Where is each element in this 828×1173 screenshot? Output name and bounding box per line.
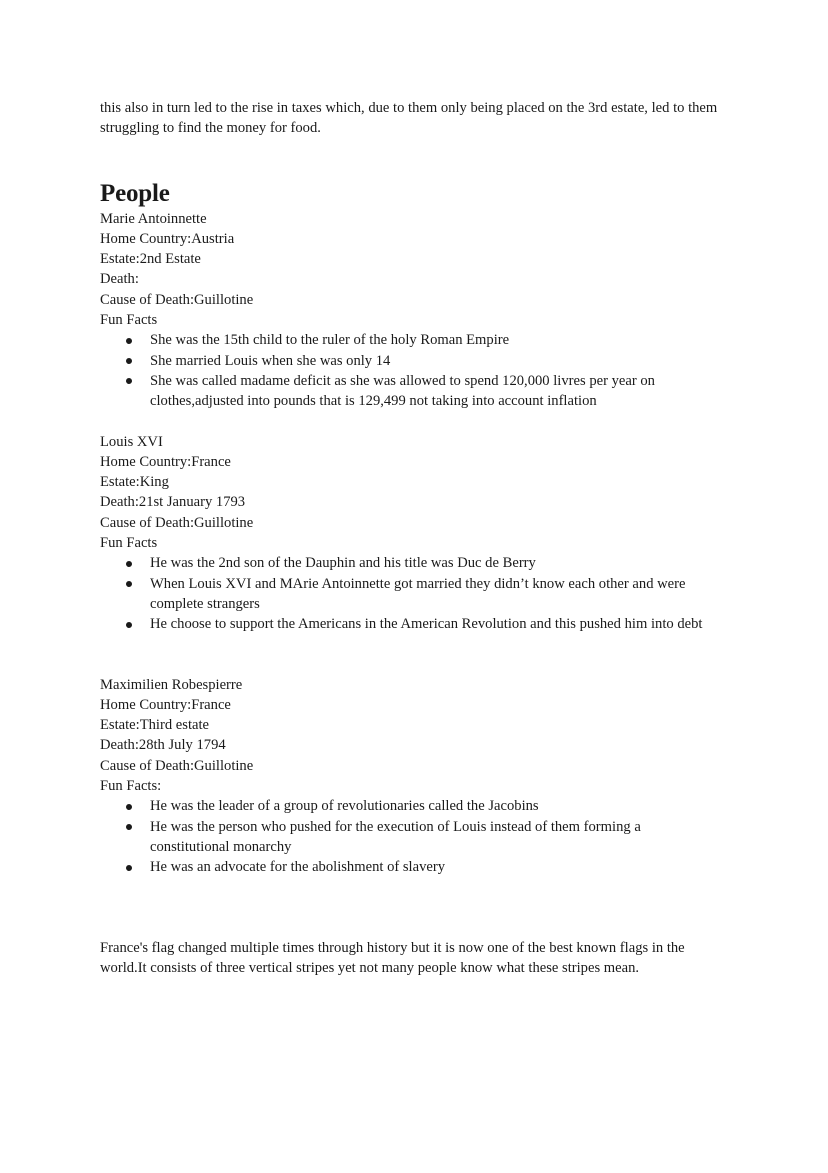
person-estate: Estate:2nd Estate <box>100 251 201 268</box>
person-home-country: Home Country:France <box>100 696 231 713</box>
person-name: Maximilien Robespierre <box>100 676 243 693</box>
fun-facts-label: Fun Facts <box>100 535 158 552</box>
outro-paragraph: France's flag changed multiple times through history but it is now one of the best known flags in the world.It consists of three vertical stripes yet not many people know what these stripes mean. <box>100 939 685 976</box>
person-death: Death:21st January 1793 <box>100 494 246 511</box>
person-marie-antoinette <box>100 209 720 412</box>
list-item: He was the person who pushed for the execution of Louis instead of them forming a constitutional monarchy <box>150 817 720 858</box>
person-cause-of-death: Cause of Death:Guillotine <box>100 514 254 531</box>
list-item: She married Louis when she was only 14 <box>150 351 720 371</box>
fun-facts-label: Fun Facts: <box>100 778 162 795</box>
person-death: Death:28th July 1794 <box>100 737 226 754</box>
person-home-country: Home Country:Austria <box>100 230 235 247</box>
list-item: He was the 2nd son of the Dauphin and his title was Duc de Berry <box>150 553 720 573</box>
person-death: Death: <box>100 271 139 288</box>
list-item: He choose to support the Americans in the American Revolution and this pushed him into debt <box>150 614 720 634</box>
fun-facts-label: Fun Facts <box>100 312 158 329</box>
person-name: Louis XVI <box>100 433 163 450</box>
fun-facts-list <box>100 796 720 877</box>
list-item: She was called madame deficit as she was allowed to spend 120,000 livres per year on clothes,adjusted into pounds that is 129,499 not taking into account inflation <box>150 371 720 412</box>
person-estate: Estate:Third estate <box>100 717 210 734</box>
fun-facts-list <box>100 330 720 411</box>
person-name: Marie Antoinnette <box>100 210 207 227</box>
person-cause-of-death: Cause of Death:Guillotine <box>100 291 254 308</box>
fun-facts-list <box>100 553 720 634</box>
list-item: He was an advocate for the abolishment of slavery <box>150 857 720 877</box>
person-cause-of-death: Cause of Death:Guillotine <box>100 757 254 774</box>
person-estate: Estate:King <box>100 474 169 491</box>
list-item: She was the 15th child to the ruler of the holy Roman Empire <box>150 330 720 350</box>
list-item: When Louis XVI and MArie Antoinnette got married they didn’t know each other and were complete strangers <box>150 574 720 615</box>
list-item: He was the leader of a group of revolutionaries called the Jacobins <box>150 796 720 816</box>
intro-paragraph: this also in turn led to the rise in taxes which, due to them only being placed on the 3rd estate, led to them struggling to find the money for food. <box>100 100 718 137</box>
section-heading-people: People <box>100 179 170 207</box>
document-page <box>100 98 720 978</box>
person-home-country: Home Country:France <box>100 453 231 470</box>
person-louis-xvi <box>100 432 720 635</box>
person-maximilien-robespierre <box>100 675 720 878</box>
